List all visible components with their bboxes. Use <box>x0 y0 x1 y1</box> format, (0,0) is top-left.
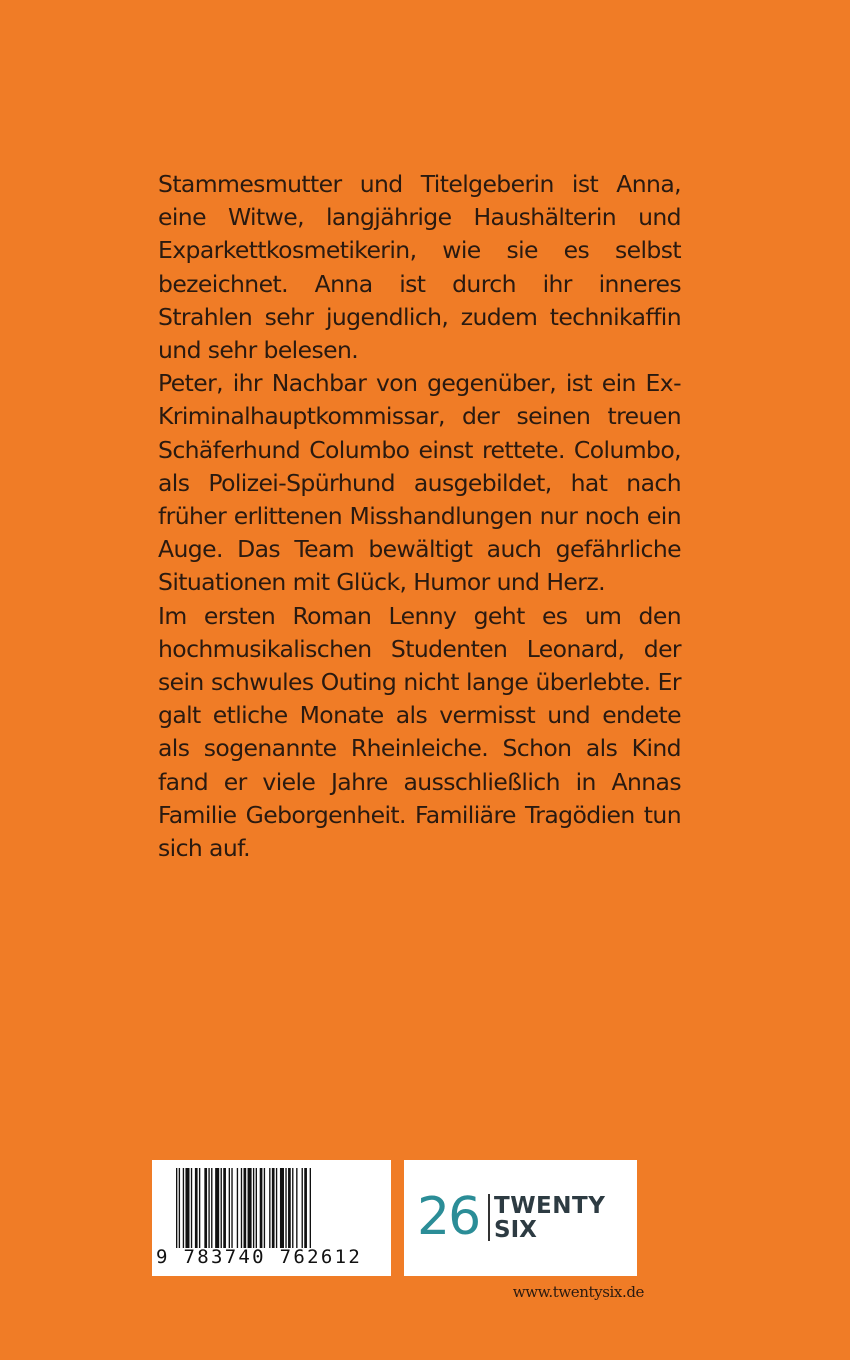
publisher-logo-divider <box>488 1194 490 1241</box>
publisher-logo-word-top: TWENTY <box>494 1193 606 1219</box>
publisher-logo <box>404 1160 637 1276</box>
publisher-website: www.twentysix.de <box>512 1283 644 1301</box>
isbn-barcode <box>152 1160 391 1276</box>
barcode-bar <box>302 1168 303 1248</box>
barcode-bar <box>280 1168 284 1248</box>
barcode-bar <box>269 1168 270 1248</box>
barcode-bar <box>208 1168 209 1248</box>
barcode-bar <box>229 1168 230 1248</box>
publisher-logo-word-bottom: SIX <box>494 1217 537 1243</box>
barcode-bar <box>223 1168 226 1248</box>
barcode-bar <box>179 1168 180 1248</box>
barcode-bar <box>221 1168 222 1248</box>
blurb-paragraph-2: Peter, ihr Nachbar von gegenüber, ist ein Ex-Kriminalhauptkommissar, der seinen treuen Schäferhund Columbo einst rettete. Columbo, als Polizei-Spürhund ausgebildet, hat nach früher erlittenen Misshandlungen nur noch ein Auge. Das Team bewältigt auch gefährliche Situationen mit Glück, Humor und Herz. <box>158 369 681 597</box>
barcode-bar <box>264 1168 265 1248</box>
barcode-bar <box>195 1168 198 1248</box>
barcode-bar <box>253 1168 254 1248</box>
barcode-bar <box>215 1168 219 1248</box>
barcode-bar <box>183 1168 184 1248</box>
publisher-logo-number: 26 <box>417 1187 480 1247</box>
barcode-bar <box>199 1168 200 1248</box>
barcode-bar <box>231 1168 232 1248</box>
barcode-bar <box>288 1168 291 1248</box>
barcode-bar <box>237 1168 238 1248</box>
blurb-paragraph-3: Im ersten Roman Lenny geht es um den hochmusikalischen Studenten Leonard, der sein schwules Outing nicht lange überlebte. Er galt etliche Monate als vermisst und endete als sogenannte Rheinleiche. Schon als Kind fand er viele Jahre ausschließlich in Annas Familie Geborgenheit. Familiäre Tragödien tun sich auf. <box>158 601 681 863</box>
barcode-bar <box>276 1168 277 1248</box>
barcode-bar <box>191 1168 192 1248</box>
back-cover-blurb <box>158 168 681 865</box>
barcode-bar <box>248 1168 252 1248</box>
barcode-bar <box>244 1168 247 1248</box>
isbn-digits: 9 783740 762612 <box>156 1246 363 1268</box>
barcode-bar <box>310 1168 311 1248</box>
barcode-bar <box>185 1168 189 1248</box>
barcode-bar <box>272 1168 275 1248</box>
barcode-bar <box>285 1168 286 1248</box>
barcode-bar <box>176 1168 177 1248</box>
blurb-paragraph-1: Stammesmutter und Titelgeberin ist Anna, eine Witwe, langjährige Haushälterin und Exparkettkosmetikerin, wie sie es selbst bezeichnet. Anna ist durch ihr inneres Strahlen sehr jugendlich, zudem technikaffin und sehr belesen. <box>158 170 681 365</box>
barcode-bars <box>176 1168 368 1248</box>
barcode-bar <box>296 1168 297 1248</box>
barcode-bar <box>256 1168 257 1248</box>
barcode-bar <box>204 1168 207 1248</box>
barcode-bar <box>304 1168 307 1248</box>
barcode-bar <box>260 1168 263 1248</box>
barcode-bar <box>211 1168 212 1248</box>
barcode-bar <box>292 1168 293 1248</box>
barcode-bar <box>241 1168 242 1248</box>
